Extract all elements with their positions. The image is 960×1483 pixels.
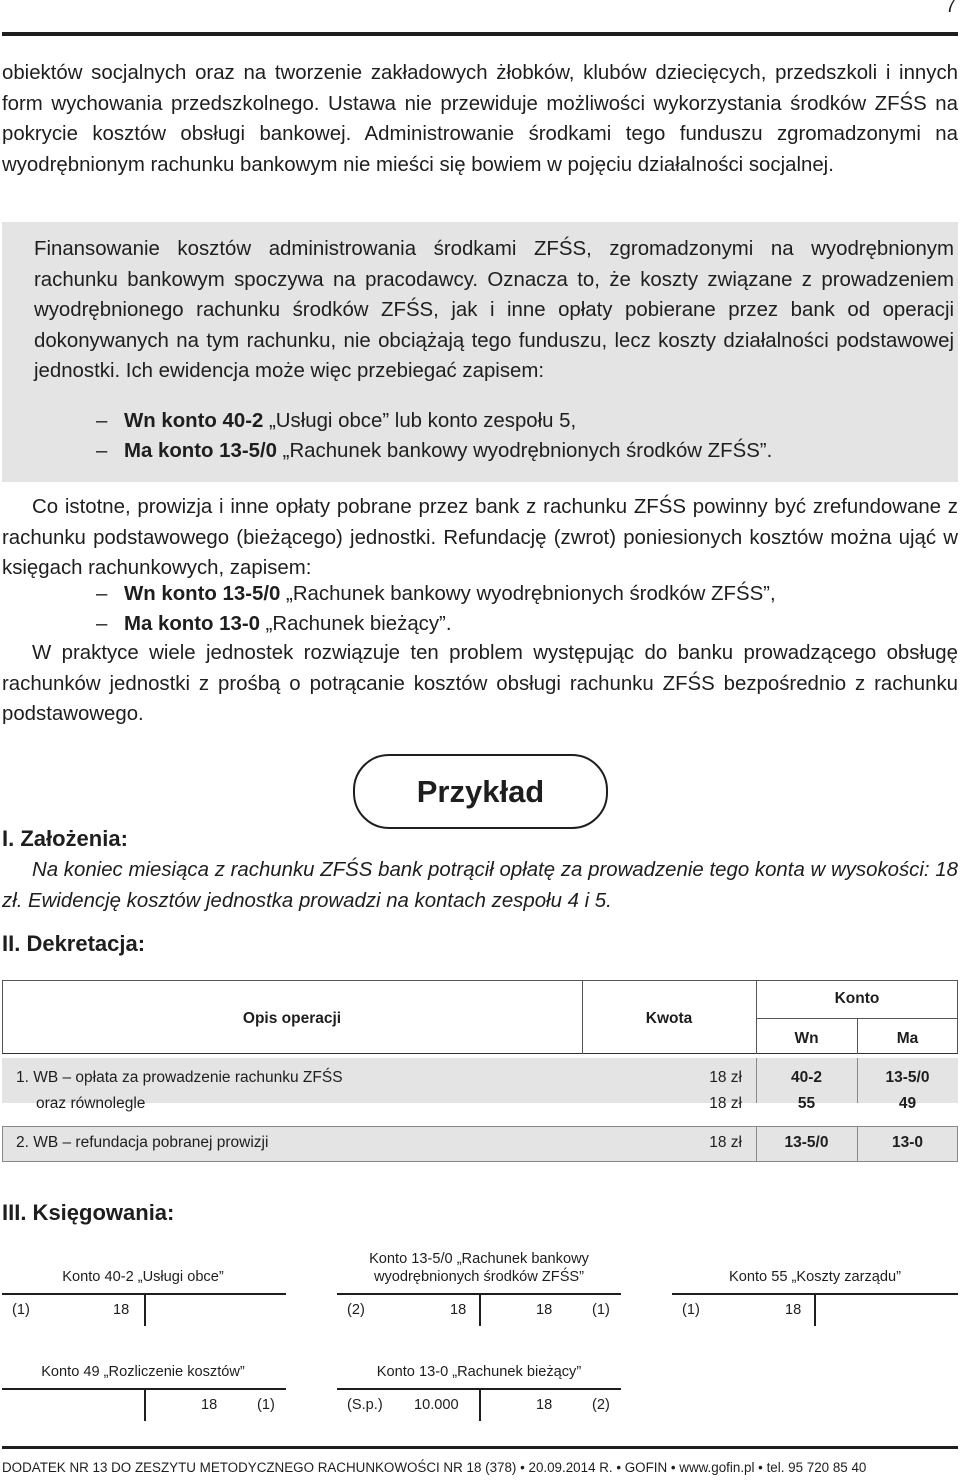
row2-ma: 49 (898, 1095, 917, 1112)
row3-wn: 13-5/0 (784, 1134, 829, 1151)
footer-text: DODATEK NR 13 DO ZESZYTU METODYCZNEGO RACHUNKOWOŚCI NR 18 (378) • 20.09.2014 R. • GOFIN • www.gofin.pl • tel. 95 720 85 40 (2, 1460, 867, 1475)
row3-ma: 13-0 (891, 1134, 924, 1151)
t-entry: (1) (257, 1397, 275, 1413)
t-entry: 18 (536, 1302, 553, 1318)
paragraph-3: W praktyce wiele jednostek rozwiązuje ten problem występując do banku prowadzącego obsługę rachunków jednostki z prośbą o potrącanie kosztów obsługi rachunku ZFŚS bezpośrednio z rachunku podstawowego. (2, 642, 958, 725)
page-number: 7 (945, 0, 956, 17)
top-rule (2, 32, 958, 36)
example-title: Przykład (353, 754, 608, 829)
t-entry: 18 (785, 1302, 802, 1318)
highlight-box (2, 222, 958, 482)
t-entry: (1) (12, 1302, 30, 1318)
t-account-title: Konto 13-5/0 „Rachunek bankowy (369, 1251, 589, 1267)
section-postings: III. Księgowania: (2, 1200, 175, 1225)
row3-kwota: 18 zł (709, 1134, 742, 1151)
t-account-title: wyodrębnionych środków ZFŚS” (373, 1269, 585, 1285)
t-account-title: Konto 55 „Koszty zarządu” (729, 1269, 901, 1285)
t-entry: (S.p.) (347, 1397, 383, 1413)
section-assumptions: I. Założenia: (2, 826, 128, 851)
t-entry: 18 (536, 1397, 553, 1413)
row2-kwota: 18 zł (709, 1095, 742, 1112)
header-wn: Wn (794, 1030, 819, 1047)
t-account-title: Konto 40-2 „Usługi obce” (62, 1269, 224, 1285)
paragraph-2: Co istotne, prowizja i inne opłaty pobrane przez bank z rachunku ZFŚS powinny być zrefundowane z rachunku podstawowego (bieżącego) jednostki. Refundację (zwrot) poniesionych kosztów można ująć w księgach rachunkowych, zapisem: (2, 496, 958, 579)
box-item-2: – Ma konto 13-5/0 „Rachunek bankowy wyodrębnionych środków ZFŚS”. (96, 440, 773, 462)
row3-opis: 2. WB – refundacja pobranej prowizji (16, 1134, 269, 1151)
row1-ma: 13-5/0 (885, 1069, 930, 1086)
t-entry: 18 (113, 1302, 130, 1318)
header-ma: Ma (896, 1030, 919, 1047)
t-entry: (1) (592, 1302, 610, 1318)
footer-rule (2, 1446, 958, 1449)
t-entry: 18 (450, 1302, 467, 1318)
header-kwota: Kwota (645, 1010, 693, 1027)
para2-item-2: – Ma konto 13-0 „Rachunek bieżący”. (96, 613, 452, 635)
para2-item-1: – Wn konto 13-5/0 „Rachunek bankowy wyodrębnionych środków ZFŚS”, (96, 583, 776, 605)
row2-wn: 55 (797, 1095, 816, 1112)
t-account-title: Konto 49 „Rozliczenie kosztów” (41, 1364, 245, 1380)
t-entry: (2) (592, 1397, 610, 1413)
paragraph-1: obiektów socjalnych oraz na tworzenie zakładowych żłobków, klubów dziecięcych, przedszkoli i innych form wychowania przedszkolnego. Ustawa nie przewiduje możliwości wykorzystania środków ZFŚS na pokrycie kosztów obsługi bankowej. Administrowanie środkami tego funduszu zgromadzonymi na wyodrębnionym rachunku bankowym nie mieści się bowiem w pojęciu działalności socjalnej. (2, 62, 958, 176)
row1-kwota: 18 zł (709, 1069, 742, 1086)
decree-table (2, 980, 958, 1163)
row1-wn: 40-2 (790, 1069, 823, 1086)
t-entry: 18 (201, 1397, 218, 1413)
t-entry: 10.000 (414, 1397, 459, 1413)
header-opis: Opis operacji (242, 1010, 342, 1027)
t-entry: (2) (347, 1302, 365, 1318)
header-konto: Konto (834, 990, 880, 1007)
t-account-title: Konto 13-0 „Rachunek bieżący” (376, 1364, 582, 1380)
row1-opis: 1. WB – opłata za prowadzenie rachunku ZFŚS (16, 1069, 343, 1086)
assumption-text: Na koniec miesiąca z rachunku ZFŚS bank potrącił opłatę za prowadzenie tego konta w wysokości: 18 zł. Ewidencję kosztów jednostka prowadzi na kontach zespołu 4 i 5. (2, 859, 958, 912)
section-decree: II. Dekretacja: (2, 931, 146, 956)
box-paragraph: Finansowanie kosztów administrowania środkami ZFŚS, zgromadzonymi na wyodrębnionym rachunku bankowym spoczywa na pracodawcy. Oznacza to, że koszty związane z prowadzeniem wyodrębnionego rachunku środków ZFŚS, jak i inne opłaty pobierane przez bank od operacji dokonywanych na tym rachunku, nie obciążają tego funduszu, lecz koszty działalności podstawowej jednostki. Ich ewidencja może więc przebiegać zapisem: (34, 238, 954, 382)
box-item-1: – Wn konto 40-2 „Usługi obce” lub konto zespołu 5, (96, 410, 577, 432)
t-entry: (1) (682, 1302, 700, 1318)
row2-opis: oraz równolegle (36, 1095, 146, 1112)
